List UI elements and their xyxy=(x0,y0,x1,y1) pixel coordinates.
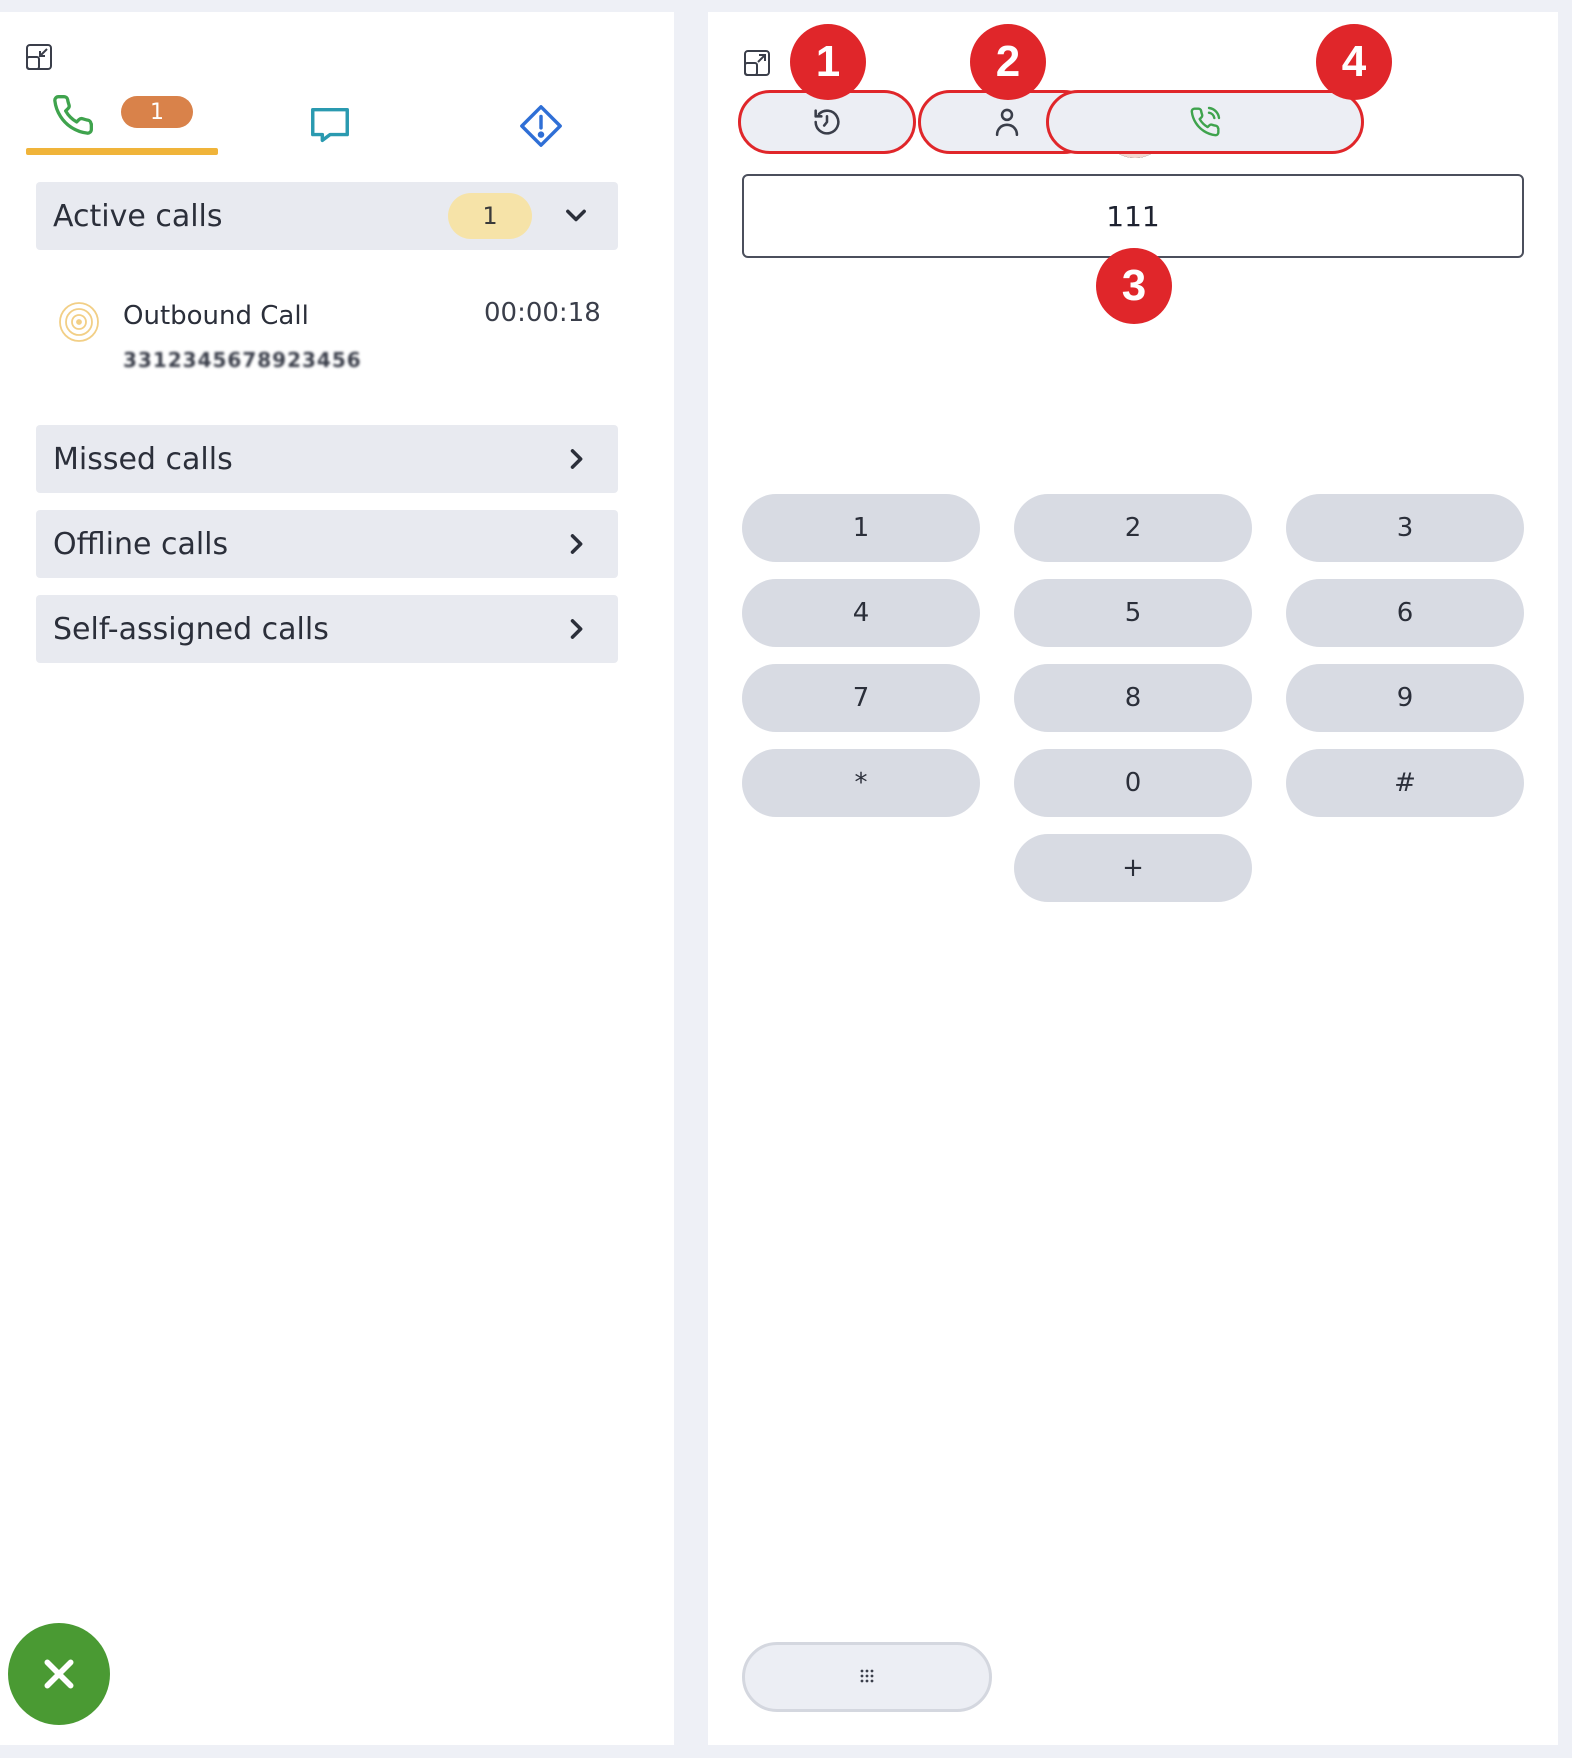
phone-call-icon xyxy=(1189,106,1221,138)
chat-icon xyxy=(307,102,353,148)
history-icon xyxy=(810,105,844,139)
annotation-marker-3: 3 xyxy=(1096,248,1172,324)
ringing-icon xyxy=(58,301,100,343)
key-2[interactable]: 2 xyxy=(1014,494,1252,562)
active-calls-section[interactable] xyxy=(36,182,618,250)
self-assigned-calls-section[interactable] xyxy=(36,595,618,663)
chevron-right-icon xyxy=(562,615,590,643)
chevron-down-icon xyxy=(562,202,590,230)
section-label: Self-assigned calls xyxy=(53,611,329,647)
calls-count-badge: 1 xyxy=(121,96,193,128)
call-type-label: Outbound Call xyxy=(123,301,309,331)
tab-chat[interactable] xyxy=(305,100,355,150)
call-button[interactable] xyxy=(1046,90,1364,154)
annotation-marker-1: 1 xyxy=(790,24,866,100)
section-label: Missed calls xyxy=(53,441,233,477)
calls-panel xyxy=(0,12,674,1745)
key-star[interactable]: * xyxy=(742,749,980,817)
phone-icon xyxy=(51,93,95,137)
tab-alerts[interactable] xyxy=(515,100,567,152)
section-label: Active calls xyxy=(53,198,223,234)
dialpad-grid-icon xyxy=(857,1667,877,1687)
section-label: Offline calls xyxy=(53,526,229,562)
key-9[interactable]: 9 xyxy=(1286,664,1524,732)
chevron-right-icon xyxy=(562,445,590,473)
key-8[interactable]: 8 xyxy=(1014,664,1252,732)
active-calls-count: 1 xyxy=(448,193,532,239)
collapse-panel-icon[interactable] xyxy=(24,42,54,72)
expand-panel-icon[interactable] xyxy=(742,48,772,78)
annotation-marker-4: 4 xyxy=(1316,24,1392,100)
call-timer: 00:00:18 xyxy=(484,298,601,328)
key-1[interactable]: 1 xyxy=(742,494,980,562)
key-hash[interactable]: # xyxy=(1286,749,1524,817)
key-plus[interactable]: + xyxy=(1014,834,1252,902)
key-4[interactable]: 4 xyxy=(742,579,980,647)
key-0[interactable]: 0 xyxy=(1014,749,1252,817)
call-number: 3312345678923456 xyxy=(123,348,362,372)
key-6[interactable]: 6 xyxy=(1286,579,1524,647)
close-icon xyxy=(39,1654,79,1694)
tab-calls[interactable] xyxy=(48,90,98,140)
annotation-marker-2: 2 xyxy=(970,24,1046,100)
key-5[interactable]: 5 xyxy=(1014,579,1252,647)
key-3[interactable]: 3 xyxy=(1286,494,1524,562)
offline-calls-section[interactable] xyxy=(36,510,618,578)
key-7[interactable]: 7 xyxy=(742,664,980,732)
close-fab-button[interactable] xyxy=(8,1623,110,1725)
keypad-toggle-button[interactable] xyxy=(742,1642,992,1712)
active-tab-indicator xyxy=(26,148,218,155)
dialer-panel xyxy=(708,12,1558,1745)
missed-calls-section[interactable] xyxy=(36,425,618,493)
chevron-right-icon xyxy=(562,530,590,558)
person-icon xyxy=(990,105,1024,139)
dial-number-input[interactable] xyxy=(742,174,1524,258)
alert-icon xyxy=(518,103,564,149)
